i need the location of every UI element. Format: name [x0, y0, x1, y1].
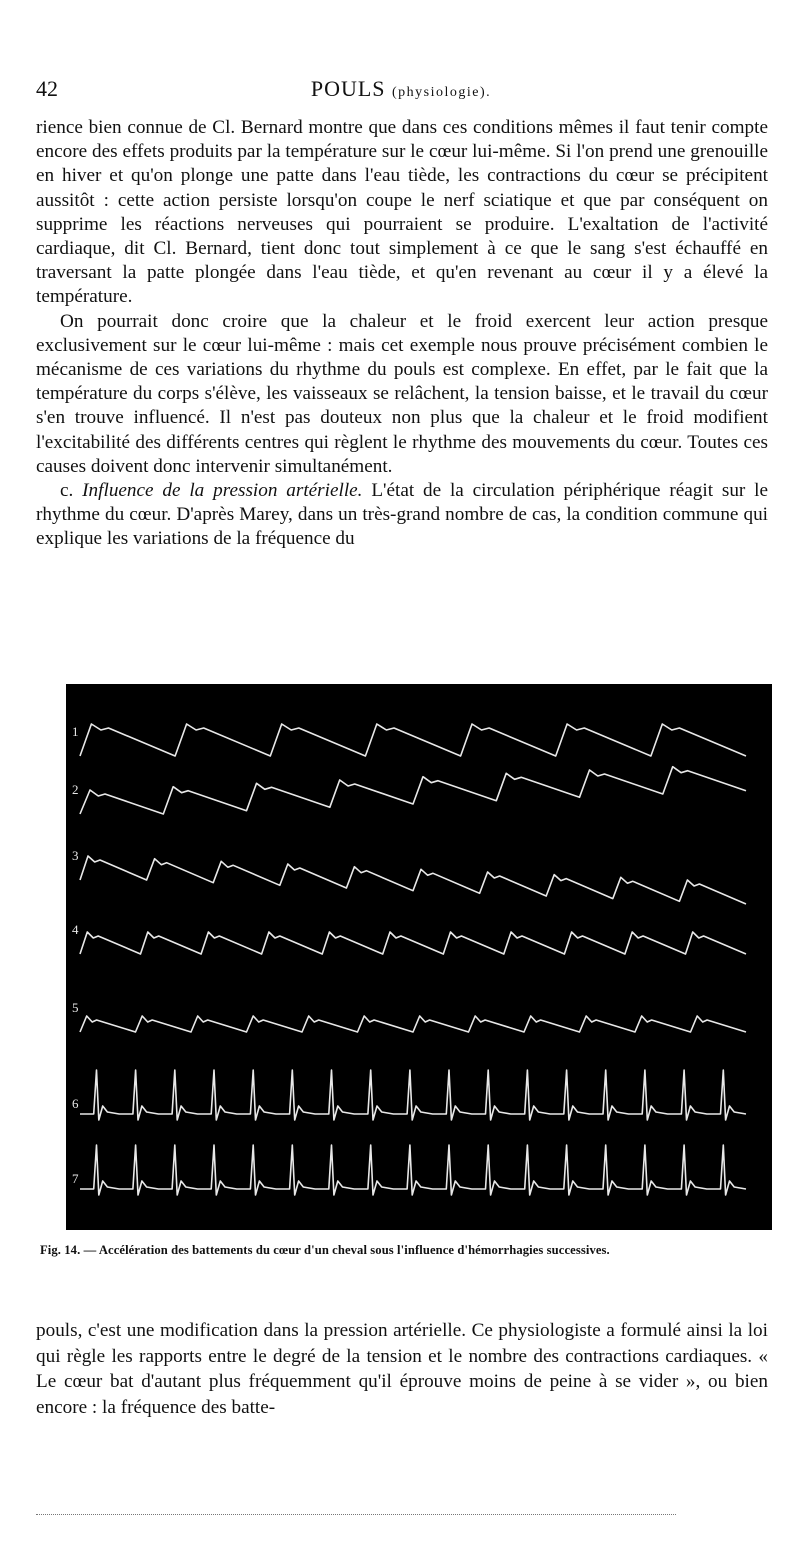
running-title-sub: (physiologie).: [392, 85, 492, 100]
trace-label-2: 2: [72, 782, 79, 797]
paragraph-bottom: pouls, c'est une modification dans la pression artérielle. Ce physiologiste a formulé ainsi la loi qui règle les rapports entre le degré de la tension et le nombre des contractions cardiaques. « Le cœur bat d'autant plus fréquemment qu'il éprouve moins de peine à se vider », ou bien encore : la fréquence des batte-: [36, 1320, 768, 1418]
running-title-main: POULS: [310, 76, 386, 101]
paragraph-1: rience bien connue de Cl. Bernard montre que dans ces conditions mêmes il faut tenir compte encore des effets produits par la température sur le cœur lui-même. Si l'on prend une grenouille en hiver et qu'on plonge une patte dans l'eau tiède, les contractions du cœur se précipitent aussitôt : cette action persiste lorsqu'on coupe le nerf sciatique et que par conséquent on supprime les réactions nerveuses qui pourraient se produire. L'exaltation de l'activité cardiaque, dit Cl. Bernard, tient donc tout simplement à ce que le sang s'est échauffé en traversant la patte plongée dans l'eau tiède, et qu'en revenant au cœur il y a élevé la température.: [36, 117, 768, 308]
running-title: [36, 76, 766, 102]
trace-label-1: 1: [72, 724, 79, 739]
pulse-trace-7: [80, 1145, 746, 1195]
section-heading: Influence de la pression artérielle.: [82, 480, 363, 502]
trace-label-5: 5: [72, 1000, 79, 1015]
trace-label-7: 7: [72, 1171, 79, 1186]
trace-label-6: 6: [72, 1096, 79, 1111]
pulse-traces-plot: [66, 684, 772, 1230]
paragraph-section-c: [36, 479, 768, 552]
section-letter: c.: [60, 480, 74, 502]
pulse-trace-2: [80, 767, 746, 814]
page-number: 42: [36, 76, 58, 101]
pulse-trace-5: [80, 1016, 746, 1032]
top-text-block: [36, 116, 768, 552]
paragraph-2: On pourrait donc croire que la chaleur et le froid exercent leur action presque exclusivement sur le cœur lui-même : mais cet exemple nous prouve précisément combien le mécanisme de ces variations du rhythme du pouls est complexe. En effet, par le fait que la température du corps s'élève, les vaisseaux se relâchent, la tension baisse, et le travail du cœur s'en trouve influencé. Il n'est pas douteux non plus que la chaleur et le froid modifient l'excitabilité des différents centres qui règlent le rhythme des mouvements du cœur. Toutes ces causes doivent donc intervenir simultanément.: [36, 310, 768, 477]
running-head: [36, 76, 766, 106]
pulse-trace-6: [80, 1070, 746, 1120]
pulse-trace-4: [80, 932, 746, 954]
figure-caption: Fig. 14. — Accélération des battements du cœur d'un cheval sous l'influence d'hémorrhagies successives.: [40, 1243, 610, 1257]
bottom-text-block: [36, 1318, 768, 1420]
figure-pulse-traces: [66, 684, 772, 1230]
trace-label-4: 4: [72, 922, 79, 937]
footer-rule: [36, 1514, 676, 1515]
pulse-trace-1: [80, 724, 746, 756]
section-text: L'état de la circulation périphérique réagit sur le rhythme du cœur. D'après Marey, dans un très-grand nombre de cas, la condition commune qui explique les variations de la fréquence du: [36, 480, 769, 550]
pulse-trace-3: [80, 856, 746, 904]
trace-label-3: 3: [72, 848, 79, 863]
